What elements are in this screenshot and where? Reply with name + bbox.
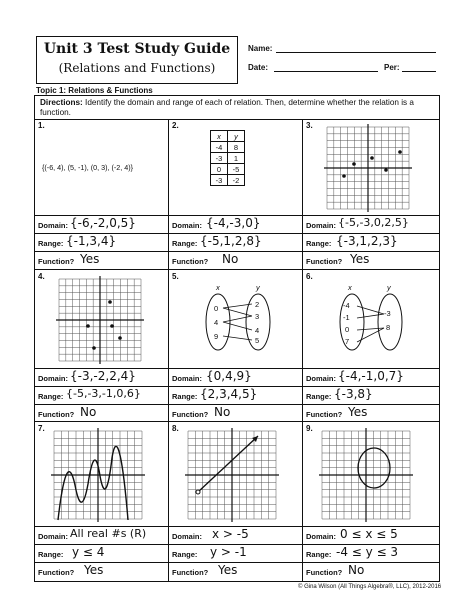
table-cell: 8 [228,142,245,153]
data-point [384,168,388,172]
name-label: Name: [248,44,273,53]
range-label: Range: [38,239,64,248]
domain-label: Domain: [306,221,336,230]
graph-grid [51,428,145,522]
data-point [370,156,374,160]
function-answer: Yes [84,563,104,577]
mapping-y-value: 8 [386,323,391,332]
domain-label: Domain: [38,532,68,541]
grid-line [34,421,440,422]
function-answer: Yes [350,252,370,266]
graph-grid [56,276,144,364]
table-cell: -2 [228,175,245,186]
table-cell: -3 [211,175,228,186]
range-answer: {2,3,4,5} [200,387,258,401]
graph-ray [198,436,258,492]
coordinate-graph [182,428,282,522]
domain-answer: {-3,-2,2,4} [70,369,136,383]
domain-label: Domain: [172,374,202,383]
table-header-x: x [211,131,228,142]
mapping-arrow [223,322,252,330]
name-field[interactable] [276,52,436,53]
mapping-x-value: 7 [345,337,350,346]
coordinate-graph [50,276,150,364]
range-label: Range: [172,550,198,559]
function-label: Function? [38,410,75,419]
table-cell: 0 [211,164,228,175]
function-label: Function? [172,257,209,266]
function-answer: No [348,563,365,577]
range-answer: {-3,8} [334,387,373,401]
function-answer: No [222,252,239,266]
function-label: Function? [38,568,75,577]
mapping-arrow [357,314,384,318]
range-answer: {-5,-3,-1,0,6} [66,387,141,400]
date-label: Date: [248,63,269,72]
domain-answer: {0,4,9} [206,369,252,383]
coordinate-graph [48,428,148,522]
mapping-y-value: 2 [255,300,260,309]
data-point [118,336,122,340]
domain-answer: {-4,-1,0,7} [338,369,404,383]
per-label: Per: [384,63,400,72]
title-box [36,36,238,84]
problem-number: 8. [172,424,179,433]
problem-number: 5. [172,272,179,281]
table-cell: -5 [228,164,245,175]
graph-grid [185,428,279,522]
range-label: Range: [306,392,332,401]
problem-number: 3. [306,121,313,130]
directions-label: Directions: [40,98,83,107]
function-answer: No [214,405,231,419]
grid-line [34,119,440,120]
function-label: Function? [306,568,343,577]
table-cell: -3 [211,153,228,164]
grid-line [302,119,303,582]
range-answer: y ≤ 4 [72,545,105,559]
coordinate-graph [316,428,416,522]
directions-text: Identify the domain and range of each of relation. Then, determine whether the relation is a function. [40,98,414,117]
domain-answer: {-6,-2,0,5} [70,216,136,230]
data-point [352,162,356,166]
problem-number: 7. [38,424,45,433]
directions [40,98,435,118]
domain-label: Domain: [38,221,68,230]
function-answer: No [80,405,97,419]
mapping-y-value: -3 [384,309,391,318]
data-point [110,324,114,328]
per-field[interactable] [402,71,436,72]
range-label: Range: [38,392,64,401]
function-label: Function? [172,568,209,577]
function-label: Function? [172,410,209,419]
table-header-y: y [228,131,245,142]
function-answer: Yes [348,405,368,419]
page-subtitle: (Relations and Functions) [58,61,216,75]
range-oval [378,294,402,350]
domain-answer: 0 ≤ x ≤ 5 [340,527,398,541]
mapping-y-label: y [387,283,391,292]
range-label: Range: [172,239,198,248]
range-label: Range: [172,392,198,401]
domain-label: Domain: [306,532,336,541]
mapping-x-value: -4 [343,301,350,310]
function-label: Function? [306,257,343,266]
mapping-x-value: 4 [214,318,219,327]
table-cell: 1 [228,153,245,164]
mapping-y-label: y [256,283,260,292]
mapping-x-value: 0 [214,304,219,313]
mapping-arrow [223,316,252,322]
range-label: Range: [306,550,332,559]
domain-label: Domain: [306,374,336,383]
range-label: Range: [38,550,64,559]
domain-answer: {-5,-3,0,2,5} [338,216,409,229]
problem-number: 1. [38,121,45,130]
range-answer: {-5,1,2,8} [200,234,262,248]
relation-set: {(-6, 4), (5, -1), (0, 3), (-2, 4)} [42,163,134,172]
data-point [86,324,90,328]
open-endpoint [196,490,200,494]
problem-number: 6. [306,272,313,281]
mapping-y-value: 5 [255,336,260,345]
function-answer: Yes [218,563,238,577]
function-label: Function? [306,410,343,419]
graph-points [86,300,122,350]
mapping-x-value: 9 [214,332,219,341]
range-answer: {-3,1,2,3} [336,234,398,248]
domain-answer: x > -5 [212,527,249,541]
domain-label: Domain: [38,374,68,383]
mapping-x-label: x [348,283,352,292]
coordinate-graph [318,124,418,212]
mapping-x-value: -1 [343,313,350,322]
range-answer: -4 ≤ y ≤ 3 [336,545,399,559]
range-answer: {-1,3,4} [66,234,117,248]
range-answer: y > -1 [210,545,247,559]
mapping-y-value: 4 [255,326,260,335]
domain-answer: All real #s (R) [70,527,147,540]
mapping-diagram [196,276,286,364]
data-point [92,346,96,350]
data-point [398,150,402,154]
problem-number: 4. [38,272,45,281]
topic-heading: Topic 1: Relations & Functions [36,86,153,95]
domain-label: Domain: [172,532,202,541]
page-title: Unit 3 Test Study Guide [43,41,231,57]
range-label: Range: [306,239,332,248]
mapping-x-label: x [216,283,220,292]
problem-number: 2. [172,121,179,130]
data-point [108,300,112,304]
domain-label: Domain: [172,221,202,230]
function-answer: Yes [80,252,100,266]
mapping-y-value: 3 [255,312,260,321]
domain-answer: {-4,-3,0} [206,216,261,230]
data-point [342,174,346,178]
mapping-x-value: 0 [345,325,350,334]
copyright: © Gina Wilson (All Things Algebra®, LLC), 2012-2016 [298,584,442,590]
table-cell: -4 [211,142,228,153]
problem-number: 9. [306,424,313,433]
graph-ellipse [358,448,390,488]
grid-line [168,119,169,582]
graph-grid [319,428,413,522]
xy-table [210,130,245,186]
function-label: Function? [38,257,75,266]
grid-line [34,269,440,270]
date-field[interactable] [274,71,378,72]
graph-grid [324,124,412,212]
